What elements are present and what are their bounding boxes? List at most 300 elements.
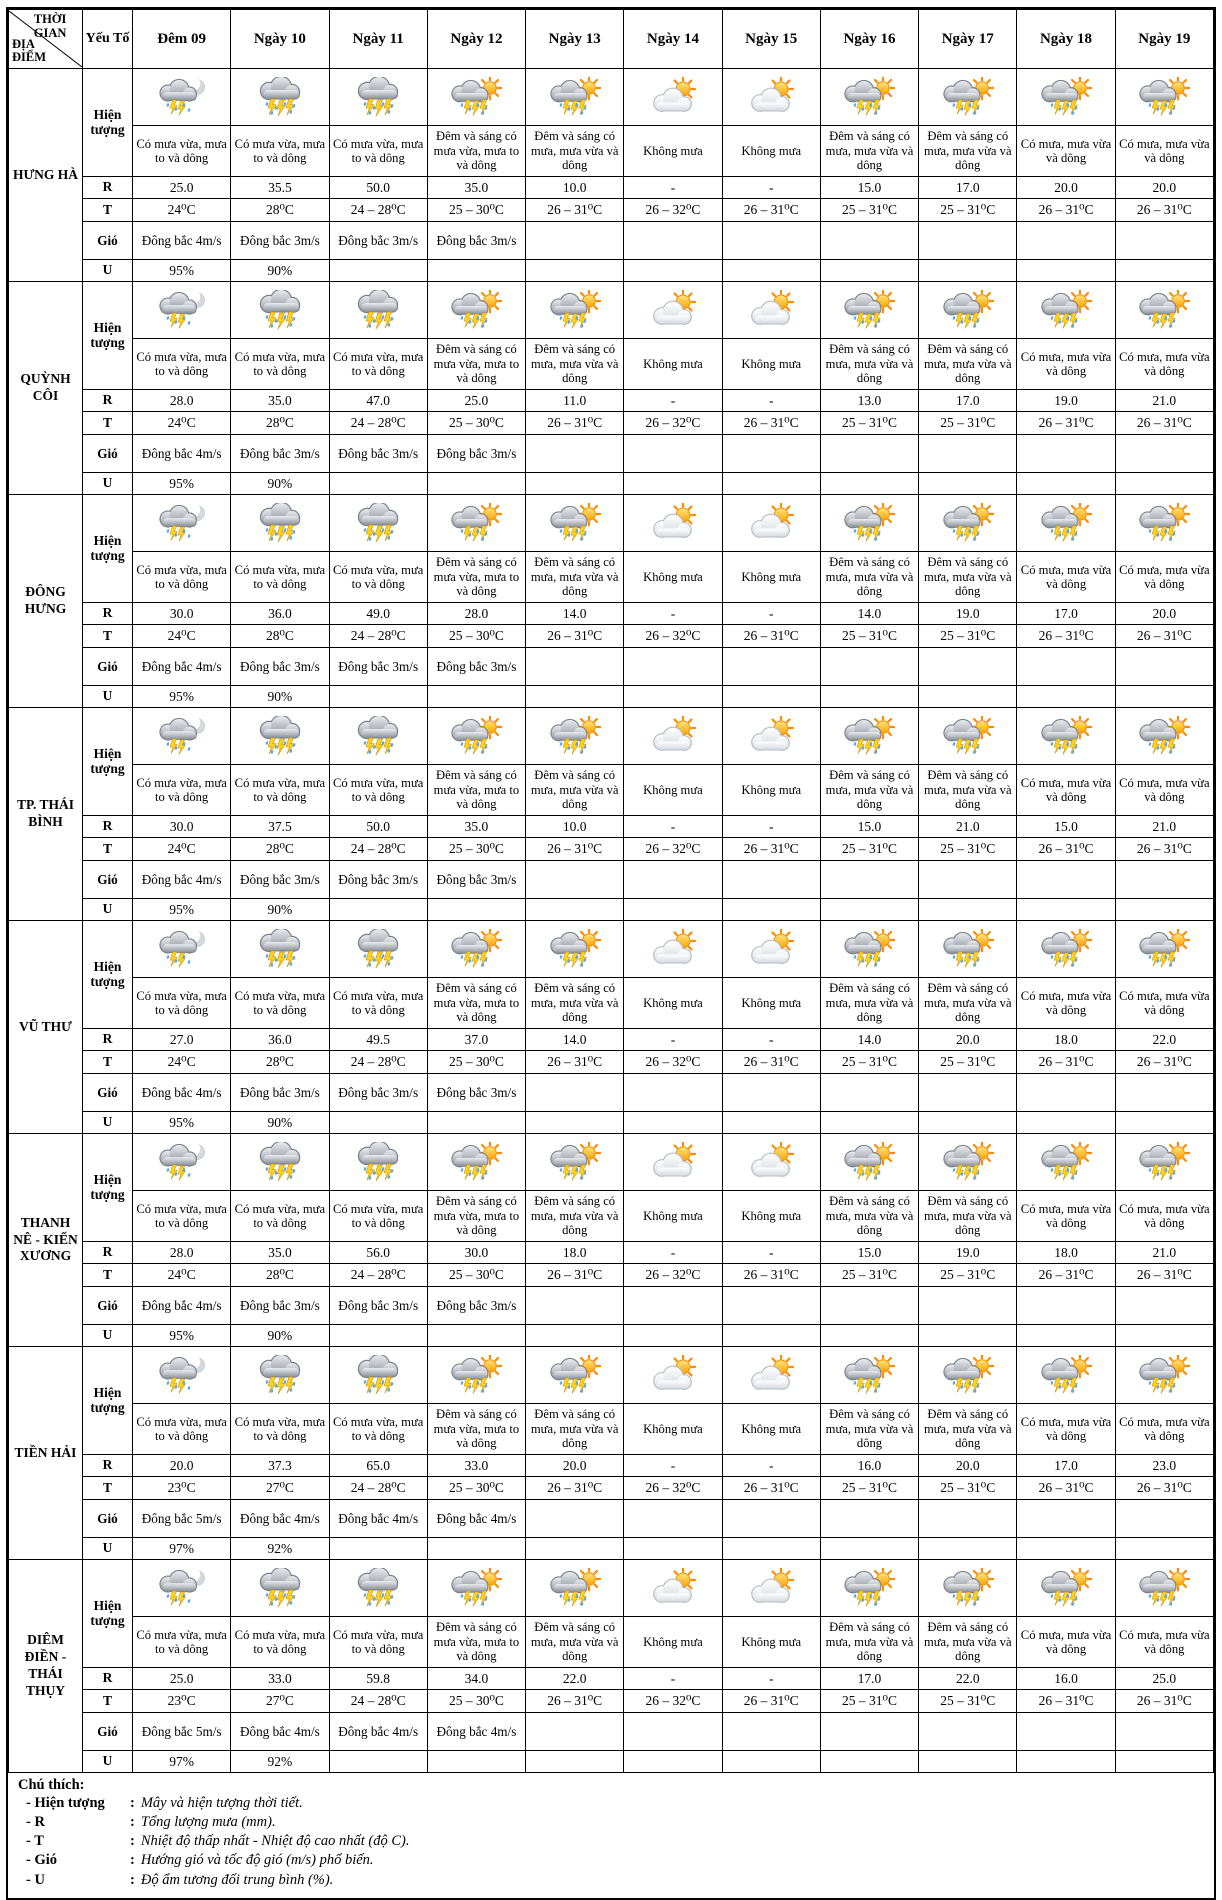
condition-text: Có mưa, mưa vừa và dông <box>1017 978 1115 1029</box>
wind-value <box>624 1713 722 1751</box>
wind-value <box>1115 1074 1213 1112</box>
wind-value <box>526 1500 624 1538</box>
weather-icon-cell <box>526 921 624 978</box>
condition-text: Có mưa, mưa vừa và dông <box>1017 339 1115 390</box>
wind-value <box>722 435 820 473</box>
condition-text: Không mưa <box>624 765 722 816</box>
weather-icon-cell <box>722 1560 820 1617</box>
humidity-row <box>9 899 1214 921</box>
humidity-value <box>427 473 525 495</box>
rain-value: 22.0 <box>526 1668 624 1690</box>
phenomenon-icon-row <box>9 1347 1214 1404</box>
condition-text: Không mưa <box>624 552 722 603</box>
rain-thunder-icon <box>254 929 306 969</box>
sun-rain-thunder-icon <box>450 929 502 969</box>
humidity-value <box>329 686 427 708</box>
temp-value: 26 – 31⁰C <box>526 412 624 435</box>
humidity-value <box>820 473 918 495</box>
humidity-value: 95% <box>133 1325 231 1347</box>
rain-value: 56.0 <box>329 1242 427 1264</box>
row-label-r: R <box>83 1455 133 1477</box>
wind-value: Đông bắc 4m/s <box>427 1500 525 1538</box>
rain-value: 17.0 <box>919 390 1017 412</box>
condition-text: Không mưa <box>722 1617 820 1668</box>
condition-text: Có mưa vừa, mưa to và dông <box>231 339 329 390</box>
humidity-value <box>722 899 820 921</box>
temp-value: 25 – 30⁰C <box>427 838 525 861</box>
temp-value: 26 – 31⁰C <box>1017 1264 1115 1287</box>
humidity-value <box>624 1538 722 1560</box>
rain-thunder-icon <box>254 1568 306 1608</box>
phenomenon-icon-row <box>9 708 1214 765</box>
moon-rain-thunder-icon <box>156 290 208 330</box>
moon-rain-thunder-icon <box>156 503 208 543</box>
humidity-value <box>329 1751 427 1773</box>
wind-value: Đông bắc 4m/s <box>329 1713 427 1751</box>
humidity-value <box>1115 1751 1213 1773</box>
humidity-value <box>820 260 918 282</box>
legend-item-label: - T <box>26 1833 44 1850</box>
phenomenon-text-row <box>9 765 1214 816</box>
wind-value: Đông bắc 3m/s <box>231 1074 329 1112</box>
wind-value <box>526 1713 624 1751</box>
weather-icon-cell <box>919 921 1017 978</box>
legend-item-desc: Nhiệt độ thấp nhất - Nhiệt độ cao nhất (độ C). <box>140 1833 410 1850</box>
weather-icon-cell <box>1115 1134 1213 1191</box>
temp-value: 25 – 31⁰C <box>820 1264 918 1287</box>
humidity-value: 90% <box>231 686 329 708</box>
row-label-r: R <box>83 816 133 838</box>
condition-text: Có mưa vừa, mưa to và dông <box>133 126 231 177</box>
rain-value: 33.0 <box>427 1455 525 1477</box>
temp-value: 25 – 31⁰C <box>820 1477 918 1500</box>
location-name: DIÊM ĐIỀN - THÁI THỤY <box>9 1560 83 1773</box>
weather-icon-cell <box>329 1134 427 1191</box>
temp-value: 25 – 31⁰C <box>820 838 918 861</box>
condition-text: Có mưa vừa, mưa to và dông <box>231 552 329 603</box>
wind-value <box>820 648 918 686</box>
legend-item-label: - R <box>26 1814 45 1831</box>
sun-rain-thunder-icon <box>450 716 502 756</box>
weather-icon-cell <box>1115 1347 1213 1404</box>
humidity-value: 90% <box>231 899 329 921</box>
weather-icon-cell <box>231 1560 329 1617</box>
condition-text: Có mưa vừa, mưa to và dông <box>133 765 231 816</box>
rain-value: 36.0 <box>231 1029 329 1051</box>
temp-value: 25 – 31⁰C <box>919 1477 1017 1500</box>
humidity-value <box>1115 899 1213 921</box>
wind-value <box>1017 1713 1115 1751</box>
wind-value <box>722 861 820 899</box>
location-name: VŨ THƯ <box>9 921 83 1134</box>
weather-icon-cell <box>624 1347 722 1404</box>
humidity-value <box>526 260 624 282</box>
rain-thunder-icon <box>254 503 306 543</box>
row-label-r: R <box>83 1029 133 1051</box>
rain-value: 28.0 <box>133 1242 231 1264</box>
humidity-value <box>1115 1112 1213 1134</box>
temp-value: 28⁰C <box>231 1051 329 1074</box>
row-label-u: U <box>83 686 133 708</box>
wind-value <box>1115 648 1213 686</box>
corner-label-place: ĐỊA ĐIỂM <box>12 36 47 65</box>
humidity-value <box>722 1751 820 1773</box>
wind-value <box>820 1713 918 1751</box>
humidity-value <box>624 1325 722 1347</box>
humidity-value <box>722 686 820 708</box>
humidity-value <box>1115 260 1213 282</box>
condition-text: Không mưa <box>624 1404 722 1455</box>
sun-rain-thunder-icon <box>549 290 601 330</box>
weather-icon-cell <box>231 495 329 552</box>
condition-text: Có mưa, mưa vừa và dông <box>1017 126 1115 177</box>
condition-text: Đêm và sáng có mưa vừa, mưa to và dông <box>427 552 525 603</box>
temp-value: 26 – 31⁰C <box>722 1264 820 1287</box>
humidity-row <box>9 686 1214 708</box>
wind-value <box>722 1287 820 1325</box>
rain-thunder-icon <box>352 290 404 330</box>
condition-text: Không mưa <box>624 1617 722 1668</box>
row-label-t: T <box>83 838 133 861</box>
temp-value: 28⁰C <box>231 412 329 435</box>
temp-value: 26 – 31⁰C <box>1115 412 1213 435</box>
condition-text: Đêm và sáng có mưa, mưa vừa và dông <box>526 552 624 603</box>
condition-text: Đêm và sáng có mưa, mưa vừa và dông <box>526 1404 624 1455</box>
weather-icon-cell <box>722 1134 820 1191</box>
condition-text: Đêm và sáng có mưa, mưa vừa và dông <box>820 978 918 1029</box>
weather-icon-cell <box>820 282 918 339</box>
condition-text: Có mưa, mưa vừa và dông <box>1017 1404 1115 1455</box>
weather-icon-cell <box>526 1134 624 1191</box>
wind-value <box>722 1713 820 1751</box>
temp-value: 26 – 31⁰C <box>722 1051 820 1074</box>
humidity-value <box>427 1112 525 1134</box>
humidity-value <box>427 1751 525 1773</box>
rain-thunder-icon <box>352 1142 404 1182</box>
row-label-u: U <box>83 260 133 282</box>
row-label-u: U <box>83 1538 133 1560</box>
humidity-value <box>1017 1751 1115 1773</box>
wind-value: Đông bắc 4m/s <box>133 222 231 260</box>
temp-value: 25 – 31⁰C <box>820 1051 918 1074</box>
sun-rain-thunder-icon <box>1040 77 1092 117</box>
weather-icon-cell <box>133 282 231 339</box>
condition-text: Đêm và sáng có mưa, mưa vừa và dông <box>526 765 624 816</box>
rain-thunder-icon <box>254 1355 306 1395</box>
row-label-hien-tuong: Hiện tượng <box>83 708 133 816</box>
temp-value: 24 – 28⁰C <box>329 625 427 648</box>
rain-value: 14.0 <box>820 603 918 625</box>
weather-icon-cell <box>1017 708 1115 765</box>
wind-value: Đông bắc 4m/s <box>133 435 231 473</box>
wind-value: Đông bắc 4m/s <box>231 1500 329 1538</box>
rain-value: 34.0 <box>427 1668 525 1690</box>
row-label-u: U <box>83 473 133 495</box>
weather-icon-cell <box>722 1347 820 1404</box>
wind-value <box>1115 435 1213 473</box>
wind-value: Đông bắc 3m/s <box>329 861 427 899</box>
condition-text: Đêm và sáng có mưa, mưa vừa và dông <box>919 126 1017 177</box>
wind-value: Đông bắc 3m/s <box>231 435 329 473</box>
row-label-t: T <box>83 199 133 222</box>
row-label-gio: Gió <box>83 1074 133 1112</box>
sun-rain-thunder-icon <box>942 929 994 969</box>
sun-rain-thunder-icon <box>843 503 895 543</box>
condition-text: Có mưa, mưa vừa và dông <box>1115 552 1213 603</box>
humidity-value <box>1115 686 1213 708</box>
rain-value: 22.0 <box>1115 1029 1213 1051</box>
temp-value: 25 – 31⁰C <box>820 412 918 435</box>
condition-text: Có mưa, mưa vừa và dông <box>1115 1617 1213 1668</box>
temp-value: 26 – 31⁰C <box>1017 1690 1115 1713</box>
weather-icon-cell <box>820 1347 918 1404</box>
humidity-value <box>624 1751 722 1773</box>
legend-item-desc: Độ ẩm tương đối trung bình (%). <box>140 1871 334 1888</box>
temp-value: 25 – 31⁰C <box>919 838 1017 861</box>
humidity-value <box>1017 473 1115 495</box>
temp-row <box>9 1264 1214 1287</box>
row-label-r: R <box>83 177 133 199</box>
condition-text: Đêm và sáng có mưa, mưa vừa và dông <box>919 765 1017 816</box>
legend-item-desc: Tổng lượng mưa (mm). <box>140 1814 276 1831</box>
temp-value: 24⁰C <box>133 1264 231 1287</box>
wind-value: Đông bắc 3m/s <box>329 1074 427 1112</box>
humidity-value <box>722 260 820 282</box>
condition-text: Có mưa, mưa vừa và dông <box>1115 1191 1213 1242</box>
temp-value: 26 – 31⁰C <box>526 625 624 648</box>
weather-icon-cell <box>427 495 525 552</box>
wind-value <box>722 1074 820 1112</box>
weather-icon-cell <box>329 69 427 126</box>
weather-icon-cell <box>624 495 722 552</box>
temp-value: 26 – 31⁰C <box>1017 412 1115 435</box>
humidity-value <box>329 260 427 282</box>
rain-value: 50.0 <box>329 177 427 199</box>
rain-value: 18.0 <box>1017 1242 1115 1264</box>
humidity-value <box>526 473 624 495</box>
day-header: Ngày 10 <box>231 10 329 69</box>
temp-value: 26 – 31⁰C <box>1017 1477 1115 1500</box>
condition-text: Đêm và sáng có mưa, mưa vừa và dông <box>526 1191 624 1242</box>
wind-row <box>9 1287 1214 1325</box>
rain-value: - <box>624 1668 722 1690</box>
humidity-value <box>919 260 1017 282</box>
rain-value: 16.0 <box>1017 1668 1115 1690</box>
rain-value: 20.0 <box>919 1455 1017 1477</box>
weather-icon-cell <box>231 1347 329 1404</box>
condition-text: Có mưa vừa, mưa to và dông <box>133 1404 231 1455</box>
temp-value: 24 – 28⁰C <box>329 1264 427 1287</box>
wind-value: Đông bắc 5m/s <box>133 1500 231 1538</box>
rain-value: 15.0 <box>820 816 918 838</box>
wind-row <box>9 648 1214 686</box>
rain-value: 36.0 <box>231 603 329 625</box>
wind-value: Đông bắc 3m/s <box>427 1287 525 1325</box>
rain-value: 35.0 <box>231 390 329 412</box>
humidity-value <box>427 899 525 921</box>
temp-value: 26 – 32⁰C <box>624 625 722 648</box>
condition-text: Đêm và sáng có mưa, mưa vừa và dông <box>526 978 624 1029</box>
temp-value: 23⁰C <box>133 1477 231 1500</box>
rain-thunder-icon <box>254 716 306 756</box>
humidity-value <box>820 899 918 921</box>
weather-icon-cell <box>820 921 918 978</box>
humidity-value: 97% <box>133 1751 231 1773</box>
rain-value: 25.0 <box>133 1668 231 1690</box>
condition-text: Không mưa <box>722 126 820 177</box>
humidity-value <box>1017 1538 1115 1560</box>
humidity-value <box>526 1325 624 1347</box>
wind-value <box>919 435 1017 473</box>
row-label-gio: Gió <box>83 435 133 473</box>
humidity-value <box>526 899 624 921</box>
condition-text: Có mưa, mưa vừa và dông <box>1115 339 1213 390</box>
temp-row <box>9 199 1214 222</box>
weather-icon-cell <box>1115 708 1213 765</box>
condition-text: Đêm và sáng có mưa vừa, mưa to và dông <box>427 1404 525 1455</box>
temp-row <box>9 412 1214 435</box>
wind-value <box>722 222 820 260</box>
rain-value: 28.0 <box>427 603 525 625</box>
weather-icon-cell <box>133 708 231 765</box>
rain-value: - <box>722 177 820 199</box>
temp-value: 25 – 31⁰C <box>820 625 918 648</box>
wind-value <box>526 435 624 473</box>
weather-icon-cell <box>820 69 918 126</box>
weather-icon-cell <box>329 1347 427 1404</box>
temp-value: 28⁰C <box>231 199 329 222</box>
weather-icon-cell <box>231 1134 329 1191</box>
condition-text: Không mưa <box>722 552 820 603</box>
factor-column-header: Yếu Tố <box>83 10 133 69</box>
weather-icon-cell <box>231 69 329 126</box>
condition-text: Có mưa vừa, mưa to và dông <box>231 1617 329 1668</box>
temp-value: 26 – 31⁰C <box>1115 625 1213 648</box>
rain-value: 21.0 <box>1115 816 1213 838</box>
rain-value: 17.0 <box>919 177 1017 199</box>
weather-icon-cell <box>329 495 427 552</box>
temp-value: 25 – 30⁰C <box>427 412 525 435</box>
wind-row <box>9 861 1214 899</box>
condition-text: Có mưa, mưa vừa và dông <box>1115 978 1213 1029</box>
wind-value: Đông bắc 4m/s <box>133 1074 231 1112</box>
rain-value: 16.0 <box>820 1455 918 1477</box>
humidity-value: 90% <box>231 473 329 495</box>
weather-icon-cell <box>919 1347 1017 1404</box>
sun-rain-thunder-icon <box>1138 1355 1190 1395</box>
wind-value <box>526 222 624 260</box>
temp-value: 25 – 30⁰C <box>427 1690 525 1713</box>
weather-icon-cell <box>919 708 1017 765</box>
weather-icon-cell <box>722 282 820 339</box>
sun-rain-thunder-icon <box>450 503 502 543</box>
row-label-gio: Gió <box>83 861 133 899</box>
rain-value: 20.0 <box>1017 177 1115 199</box>
humidity-value <box>1115 1325 1213 1347</box>
phenomenon-icon-row <box>9 495 1214 552</box>
rain-value: 19.0 <box>1017 390 1115 412</box>
condition-text: Đêm và sáng có mưa, mưa vừa và dông <box>919 339 1017 390</box>
rain-value: 30.0 <box>133 603 231 625</box>
weather-icon-cell <box>1115 69 1213 126</box>
location-name: QUỲNH CÔI <box>9 282 83 495</box>
location-name: TIỀN HẢI <box>9 1347 83 1560</box>
humidity-row <box>9 1325 1214 1347</box>
wind-value <box>1017 435 1115 473</box>
weather-icon-cell <box>919 1560 1017 1617</box>
legend-item-label: - U <box>26 1871 45 1888</box>
sun-rain-thunder-icon <box>549 77 601 117</box>
corner-label-time: THỜI GIAN <box>33 12 67 40</box>
rain-value: 23.0 <box>1115 1455 1213 1477</box>
wind-value <box>722 648 820 686</box>
temp-value: 24 – 28⁰C <box>329 838 427 861</box>
temp-row <box>9 1477 1214 1500</box>
temp-value: 25 – 31⁰C <box>919 412 1017 435</box>
humidity-value <box>1115 1538 1213 1560</box>
weather-icon-cell <box>526 1560 624 1617</box>
temp-value: 24 – 28⁰C <box>329 1477 427 1500</box>
weather-icon-cell <box>919 1134 1017 1191</box>
temp-row <box>9 1051 1214 1074</box>
sun-rain-thunder-icon <box>1138 1142 1190 1182</box>
corner-cell <box>9 10 83 69</box>
rain-value: - <box>722 1668 820 1690</box>
condition-text: Không mưa <box>722 978 820 1029</box>
phenomenon-text-row <box>9 126 1214 177</box>
rain-value: 49.5 <box>329 1029 427 1051</box>
sun-rain-thunder-icon <box>1138 290 1190 330</box>
weather-icon-cell <box>427 1560 525 1617</box>
weather-icon-cell <box>427 921 525 978</box>
wind-value <box>919 222 1017 260</box>
humidity-value <box>919 1751 1017 1773</box>
humidity-value <box>919 899 1017 921</box>
condition-text: Có mưa vừa, mưa to và dông <box>231 1404 329 1455</box>
day-header: Ngày 19 <box>1115 10 1213 69</box>
rain-value: 35.0 <box>427 177 525 199</box>
location-name: TP. THÁI BÌNH <box>9 708 83 921</box>
wind-value <box>1017 648 1115 686</box>
wind-value: Đông bắc 3m/s <box>231 861 329 899</box>
humidity-value: 95% <box>133 473 231 495</box>
wind-value: Đông bắc 3m/s <box>427 222 525 260</box>
rain-value: 20.0 <box>133 1455 231 1477</box>
rain-value: 20.0 <box>1115 177 1213 199</box>
rain-value: - <box>624 816 722 838</box>
sun-rain-thunder-icon <box>1138 77 1190 117</box>
weather-icon-cell <box>526 1347 624 1404</box>
legend-title: Chú thích: <box>18 1777 85 1793</box>
rain-value: 17.0 <box>1017 603 1115 625</box>
wind-value <box>1017 1287 1115 1325</box>
row-label-r: R <box>83 1242 133 1264</box>
temp-row <box>9 1690 1214 1713</box>
rain-value: 35.0 <box>231 1242 329 1264</box>
weather-icon-cell <box>624 1560 722 1617</box>
moon-rain-thunder-icon <box>156 1355 208 1395</box>
sun-cloud-icon <box>745 1142 797 1182</box>
wind-value <box>1115 222 1213 260</box>
rain-value: 20.0 <box>526 1455 624 1477</box>
weather-icon-cell <box>1115 1560 1213 1617</box>
rain-thunder-icon <box>352 716 404 756</box>
humidity-value <box>722 473 820 495</box>
humidity-value <box>722 1112 820 1134</box>
legend-item <box>18 1813 1206 1832</box>
legend-item <box>18 1832 1206 1851</box>
weather-icon-cell <box>820 1560 918 1617</box>
